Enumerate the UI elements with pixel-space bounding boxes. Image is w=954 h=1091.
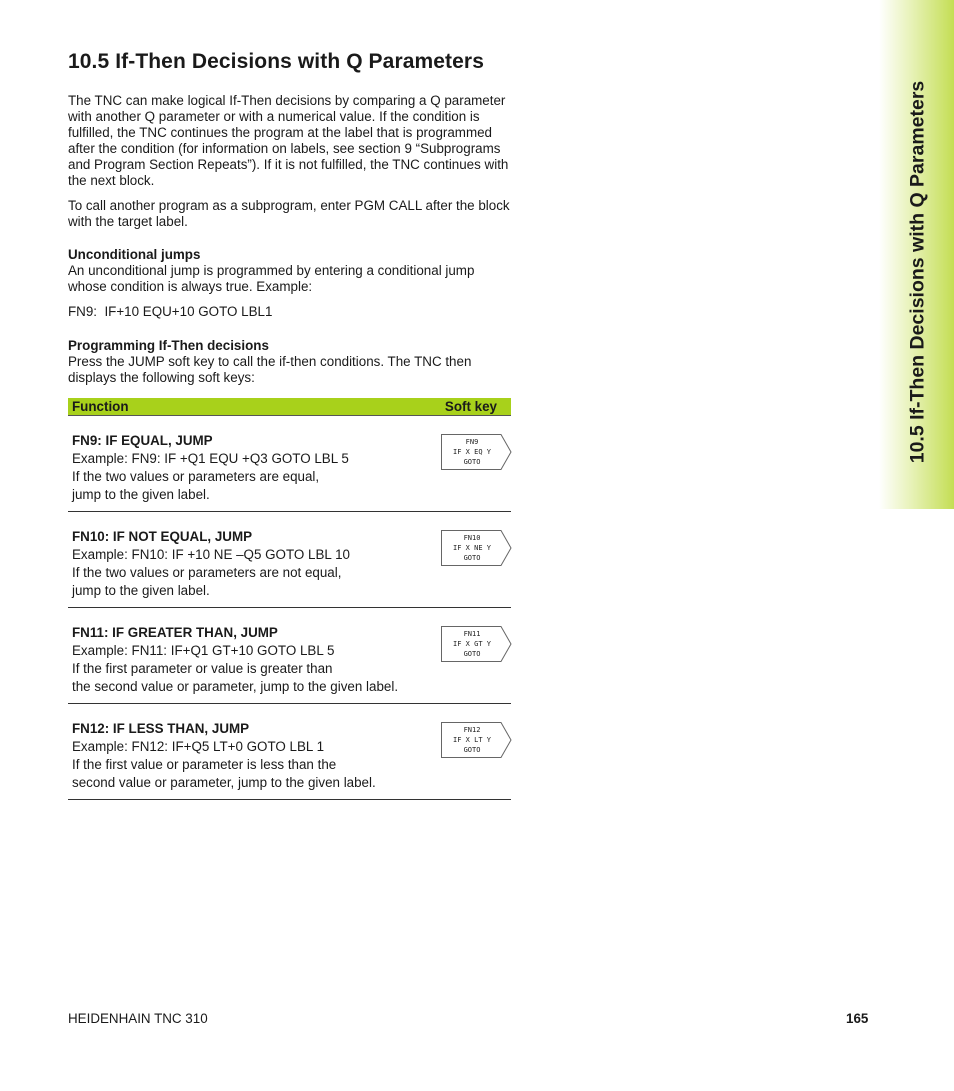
- function-title: FN9: IF EQUAL, JUMP: [72, 433, 213, 448]
- softkey-fn11[interactable]: [441, 626, 512, 662]
- function-description: If the first parameter or value is greater than: [72, 661, 333, 676]
- unconditional-jumps-heading: Unconditional jumps: [68, 247, 201, 262]
- subprogram-paragraph: To call another program as a subprogram, enter PGM CALL after the block with the target label.: [68, 198, 510, 229]
- table-row: [68, 704, 511, 800]
- function-example: Example: FN11: IF+Q1 GT+10 GOTO LBL 5: [72, 643, 335, 658]
- page-number: 165: [846, 1011, 869, 1026]
- unconditional-jumps-example: FN9: IF+10 EQU+10 GOTO LBL1: [68, 304, 273, 319]
- page-title: 10.5 If-Then Decisions with Q Parameters: [68, 50, 484, 73]
- intro-paragraph: The TNC can make logical If-Then decisions by comparing a Q parameter with another Q parameter or with a numerical value. If the condition is fulfilled, the TNC continues the program at the label that is programmed after the condition (for information on labels, see section 9 “Subprograms and Program Section Repeats”). If it is not fulfilled, the TNC continues with the next block.: [68, 93, 509, 188]
- function-description: If the two values or parameters are not equal,: [72, 565, 342, 580]
- function-description: If the two values or parameters are equal,: [72, 469, 320, 484]
- unconditional-jumps-text: An unconditional jump is programmed by entering a conditional jump whose condition is always true. Example:: [68, 263, 475, 294]
- function-description: jump to the given label.: [72, 487, 210, 502]
- softkey-fn12[interactable]: [441, 722, 512, 758]
- table-row: [68, 512, 511, 608]
- softkey-fn10[interactable]: [441, 530, 512, 566]
- softkey-label: FN11 IF X GT Y GOTO: [453, 630, 491, 658]
- function-example: Example: FN10: IF +10 NE –Q5 GOTO LBL 10: [72, 547, 350, 562]
- header-function: Function: [72, 399, 129, 414]
- programming-heading: Programming If-Then decisions: [68, 338, 269, 353]
- table-row: [68, 608, 511, 704]
- function-title: FN11: IF GREATER THAN, JUMP: [72, 625, 278, 640]
- softkey-label: FN9 IF X EQ Y GOTO: [453, 438, 491, 466]
- function-description: second value or parameter, jump to the given label.: [72, 775, 376, 790]
- programming-text: Press the JUMP soft key to call the if-then conditions. The TNC then displays the following soft keys:: [68, 354, 472, 385]
- softkey-fn9[interactable]: [441, 434, 512, 470]
- header-softkey: Soft key: [444, 399, 497, 414]
- softkey-table: [68, 398, 511, 800]
- function-description: the second value or parameter, jump to the given label.: [72, 679, 399, 694]
- function-example: Example: FN9: IF +Q1 EQU +Q3 GOTO LBL 5: [72, 451, 349, 466]
- function-title: FN12: IF LESS THAN, JUMP: [72, 721, 250, 736]
- function-example: Example: FN12: IF+Q5 LT+0 GOTO LBL 1: [72, 739, 325, 754]
- footer-product-name: HEIDENHAIN TNC 310: [68, 1011, 208, 1026]
- chapter-side-title: 10.5 If-Then Decisions with Q Parameters: [906, 80, 929, 464]
- function-description: If the first value or parameter is less than the: [72, 757, 337, 772]
- table-header: [68, 398, 511, 416]
- softkey-label: FN10 IF X NE Y GOTO: [453, 534, 491, 562]
- softkey-label: FN12 IF X LT Y GOTO: [453, 726, 491, 754]
- table-row: [68, 416, 511, 512]
- function-description: jump to the given label.: [72, 583, 210, 598]
- function-title: FN10: IF NOT EQUAL, JUMP: [72, 529, 253, 544]
